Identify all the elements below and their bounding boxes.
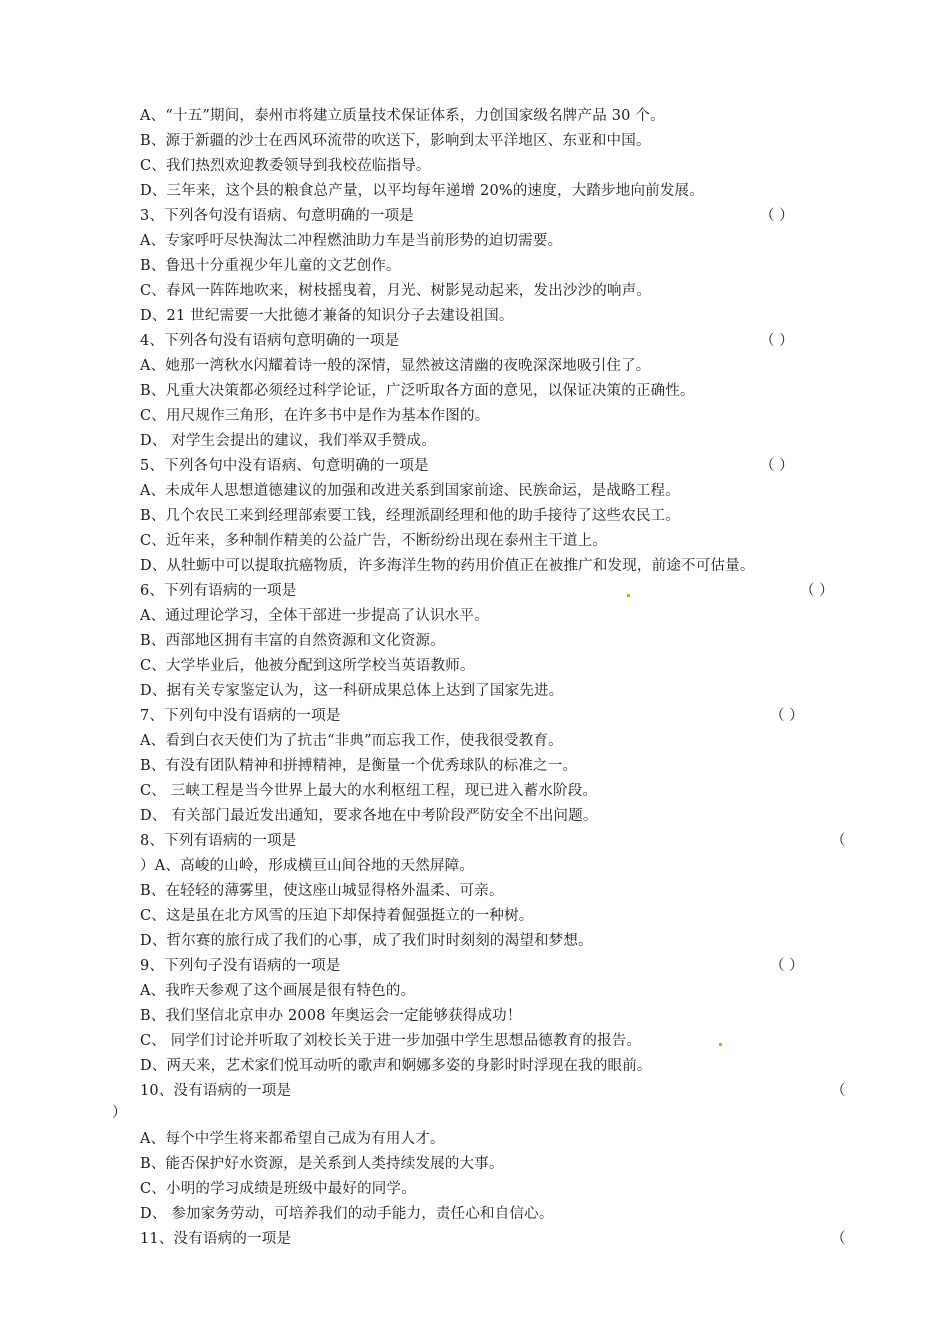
question-5-stem: 5、下列各句中没有语病、句意明确的一项是 bbox=[140, 458, 429, 474]
answer-blank-q4: （ ） bbox=[760, 333, 794, 349]
option-b: B、凡重大决策都必须经过科学论证，广泛听取各方面的意见，以保证决策的正确性。 bbox=[140, 383, 695, 399]
option-d: D、 参加家务劳动，可培养我们的动手能力，责任心和自信心。 bbox=[140, 1206, 554, 1222]
question-8-stem: 8、下列有语病的一项是 bbox=[140, 833, 297, 849]
question-9-stem: 9、下列句子没有语病的一项是 bbox=[140, 958, 341, 974]
question-10-stem: 10、没有语病的一项是 bbox=[140, 1083, 292, 1099]
option-b: B、有没有团队精神和拼搏精神，是衡量一个优秀球队的标准之一。 bbox=[140, 758, 578, 774]
option-c: C、小明的学习成绩是班级中最好的同学。 bbox=[140, 1181, 416, 1197]
answer-blank-q8-open: （ bbox=[831, 833, 846, 849]
question-6-stem: 6、下列有语病的一项是 bbox=[140, 583, 297, 599]
option-a: A、“十五”期间，泰州市将建立质量技术保证体系，力创国家级名牌产品 30 个。 bbox=[140, 108, 665, 124]
option-a: A、每个中学生将来都希望自己成为有用人才。 bbox=[140, 1131, 445, 1147]
option-c: C、近年来，多种制作精美的公益广告，不断纷纷出现在泰州主干道上。 bbox=[140, 533, 607, 549]
option-d: D、从牡蛎中可以提取抗癌物质，许多海洋生物的药用价值正在被推广和发现，前途不可估量。 bbox=[140, 558, 755, 574]
answer-blank-q6: （ ） bbox=[800, 583, 834, 599]
option-a: A、她那一湾秋水闪耀着诗一般的深情，显然被这清幽的夜晚深深地吸引住了。 bbox=[140, 358, 651, 374]
question-3-stem: 3、下列各句没有语病、句意明确的一项是 bbox=[140, 208, 415, 224]
option-c: C、 三峡工程是当今世界上最大的水利枢纽工程，现已进入蓄水阶段。 bbox=[140, 783, 598, 799]
option-c: C、 同学们讨论并听取了刘校长关于进一步加强中学生思想品德教育的报告。 bbox=[140, 1033, 642, 1049]
option-c: C、春风一阵阵地吹来，树枝摇曳着，月光、树影晃动起来，发出沙沙的响声。 bbox=[140, 283, 652, 299]
answer-blank-q5: （ ） bbox=[760, 458, 794, 474]
option-b: B、几个农民工来到经理部索要工钱，经理派副经理和他的助手接待了这些农民工。 bbox=[140, 508, 681, 524]
answer-blank-q3: （ ） bbox=[760, 208, 794, 224]
option-b: B、鲁迅十分重视少年儿童的文艺创作。 bbox=[140, 258, 401, 274]
option-a: A、我昨天参观了这个画展是很有特色的。 bbox=[140, 983, 416, 999]
option-c: C、大学毕业后，他被分配到这所学校当英语教师。 bbox=[140, 658, 475, 674]
answer-blank-q10-close: ） bbox=[112, 1105, 127, 1121]
option-c: C、用尺规作三角形，在许多书中是作为基本作图的。 bbox=[140, 408, 490, 424]
option-a: A、未成年人思想道德建议的加强和改进关系到国家前途、民族命运，是战略工程。 bbox=[140, 483, 680, 499]
question-4-stem: 4、下列各句没有语病句意明确的一项是 bbox=[140, 333, 400, 349]
option-d: D、21 世纪需要一大批德才兼备的知识分子去建设祖国。 bbox=[140, 308, 514, 324]
option-b: B、在轻轻的薄雾里，使这座山城显得格外温柔、可亲。 bbox=[140, 883, 504, 899]
option-d: D、 对学生会提出的建议，我们举双手赞成。 bbox=[140, 433, 436, 449]
option-b: B、西部地区拥有丰富的自然资源和文化资源。 bbox=[140, 633, 445, 649]
option-d: D、三年来，这个县的粮食总产量，以平均每年递增 20%的速度，大踏步地向前发展。 bbox=[140, 183, 704, 199]
option-a: ）A、高峻的山岭，形成横亘山间谷地的天然屏障。 bbox=[140, 858, 475, 874]
scan-mark bbox=[627, 594, 630, 597]
option-c: C、我们热烈欢迎教委领导到我校莅临指导。 bbox=[140, 158, 431, 174]
option-a: A、专家呼吁尽快淘汰二冲程燃油助力车是当前形势的迫切需要。 bbox=[140, 233, 563, 249]
answer-blank-q9: （ ） bbox=[770, 958, 804, 974]
option-d: D、哲尔赛的旅行成了我们的心事，成了我们时时刻刻的渴望和梦想。 bbox=[140, 933, 593, 949]
option-d: D、据有关专家鉴定认为，这一科研成果总体上达到了国家先进。 bbox=[140, 683, 564, 699]
option-b: B、我们坚信北京申办 2008 年奥运会一定能够获得成功！ bbox=[140, 1008, 522, 1024]
question-7-stem: 7、下列句中没有语病的一项是 bbox=[140, 708, 341, 724]
option-a: A、通过理论学习，全体干部进一步提高了认识水平。 bbox=[140, 608, 489, 624]
question-11-stem: 11、没有语病的一项是 bbox=[140, 1231, 292, 1247]
option-c: C、这是虽在北方风雪的压迫下却保持着倔强挺立的一种树。 bbox=[140, 908, 534, 924]
option-a: A、看到白衣天使们为了抗击“非典”而忘我工作，使我很受教育。 bbox=[140, 733, 563, 749]
option-b: B、能否保护好水资源，是关系到人类持续发展的大事。 bbox=[140, 1156, 504, 1172]
answer-blank-q10-open: （ bbox=[831, 1083, 846, 1099]
option-b: B、源于新疆的沙士在西风环流带的吹送下，影响到太平洋地区、东亚和中国。 bbox=[140, 133, 651, 149]
option-d: D、两天来，艺术家们悦耳动听的歌声和婀娜多姿的身影时时浮现在我的眼前。 bbox=[140, 1058, 652, 1074]
scan-mark bbox=[719, 1043, 722, 1046]
answer-blank-q7: （ ） bbox=[770, 708, 804, 724]
option-d: D、 有关部门最近发出通知，要求各地在中考阶段严防安全不出问题。 bbox=[140, 808, 598, 824]
answer-blank-q11-open: （ bbox=[831, 1231, 846, 1247]
